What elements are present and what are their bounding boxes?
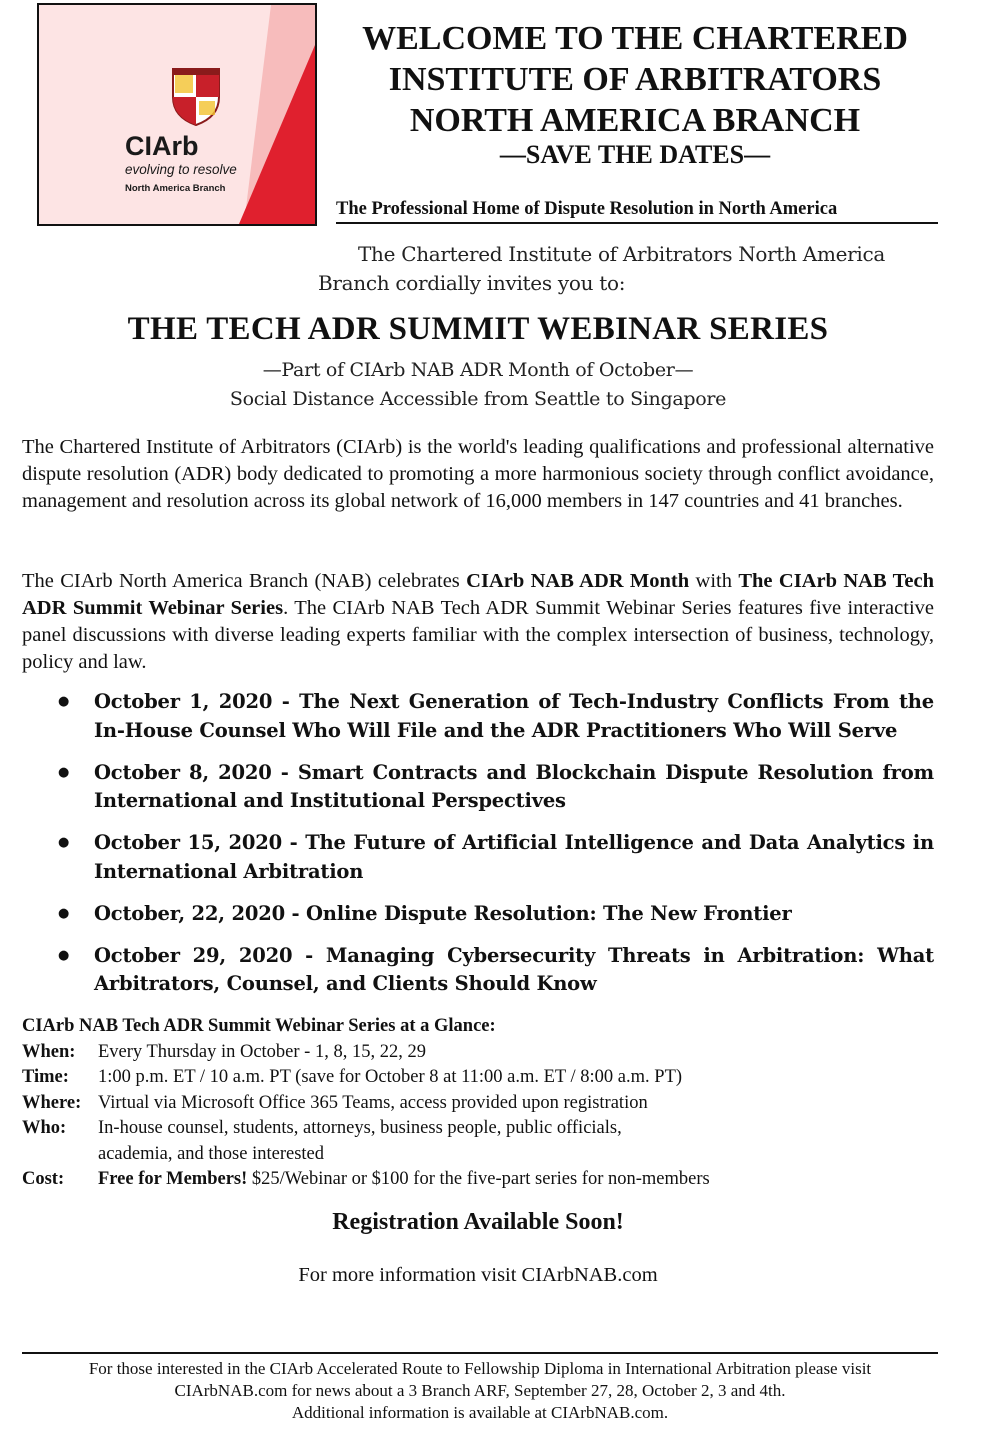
logo-name: CIArb (125, 131, 199, 161)
celebration-paragraph (22, 568, 934, 676)
where-label: Where: (22, 1092, 82, 1113)
save-the-dates: —SAVE THE DATES— (499, 140, 771, 169)
glance-cost (22, 1167, 942, 1193)
when-label: When: (22, 1041, 76, 1062)
shield-icon (171, 67, 221, 127)
glance-when (22, 1040, 942, 1066)
glance-time (22, 1065, 942, 1091)
who-value-line-2: academia, and those interested (98, 1143, 325, 1164)
title-line-2: INSTITUTE OF ARBITRATORS (388, 61, 882, 98)
footer (22, 1352, 938, 1424)
professional-home-tagline: The Professional Home of Dispute Resolution in North America (336, 199, 938, 224)
footer-line-2: CIArbNAB.com for news about a 3 Branch ARF, September 27, 28, October 2, 3 and 4th. (174, 1381, 786, 1400)
event-list (58, 688, 934, 1012)
cost-text: $25/Webinar or $100 for the five-part series for non-members (247, 1169, 710, 1189)
cost-label: Cost: (22, 1169, 65, 1189)
who-value (98, 1116, 942, 1167)
series-title: THE TECH ADR SUMMIT WEBINAR SERIES (127, 311, 829, 347)
paragraph-text-2: with (689, 570, 739, 592)
paragraph-bold-1: CIArb NAB ADR Month (466, 570, 690, 592)
more-info-text: For more information visit CIArbNAB.com (298, 1264, 658, 1286)
page-title (330, 18, 940, 141)
title-line-1: WELCOME TO THE CHARTERED (362, 20, 908, 57)
glance-title: CIArb NAB Tech ADR Summit Webinar Series at a Glance: (22, 1016, 496, 1036)
where-value: Virtual via Microsoft Office 365 Teams, access provided upon registration (98, 1092, 648, 1113)
glance-where (22, 1091, 942, 1117)
list-item: ● October 1, 2020 - The Next Generation of Tech-Industry Conflicts From the In-House Counsel Who Will File and the ADR Practitioners Who Will Serve (58, 688, 934, 745)
cost-bold: Free for Members! (98, 1169, 248, 1189)
time-label: Time: (22, 1067, 69, 1087)
invitation-text: The Chartered Institute of Arbitrators North America Branch cordially invites you to: (318, 242, 886, 295)
registration-notice: Registration Available Soon! (332, 1209, 624, 1235)
ciarb-logo (37, 3, 317, 226)
series-subtitle-2: Social Distance Accessible from Seattle to Singapore (229, 388, 727, 410)
when-value: Every Thursday in October - 1, 8, 15, 22, 29 (98, 1041, 426, 1062)
footer-line-1: For those interested in the CIArb Accelerated Route to Fellowship Diploma in International Arbitration please visit (88, 1359, 872, 1378)
list-item: ● October, 22, 2020 - Online Dispute Resolution: The New Frontier (58, 900, 934, 929)
title-line-3: NORTH AMERICA BRANCH (409, 102, 861, 139)
list-item: ● October 29, 2020 - Managing Cybersecurity Threats in Arbitration: What Arbitrators, Counsel, and Clients Should Know (58, 942, 934, 999)
logo-tagline: evolving to resolve (125, 162, 237, 177)
paragraph-text-3: . The CIArb NAB Tech ADR Summit Webinar Series features five interactive panel discussions with diverse leading experts familiar with the complex intersection of business, technology, policy and law. (22, 597, 934, 673)
who-label: Who: (22, 1118, 67, 1138)
glance-who (22, 1116, 942, 1167)
at-a-glance (22, 1014, 942, 1193)
intro-paragraph: The Chartered Institute of Arbitrators (CIArb) is the world's leading qualifications and professional alternative dispute resolution (ADR) body dedicated to promoting a more harmonious society through conflict avoidance, management and resolution across its global network of 16,000 members in 147 countries and 41 branches. (22, 436, 934, 512)
paragraph-bold-2: The CIArb NAB Tech ADR Summit Webinar Series (22, 570, 935, 619)
cost-value (98, 1167, 942, 1193)
logo-branch: North America Branch (125, 183, 226, 194)
list-item: ● October 15, 2020 - The Future of Artificial Intelligence and Data Analytics in International Arbitration (58, 829, 934, 886)
paragraph-text-1: The CIArb North America Branch (NAB) celebrates (22, 570, 467, 592)
footer-line-3: Additional information is available at CIArbNAB.com. (291, 1403, 669, 1422)
who-value-line-1: In-house counsel, students, attorneys, business people, public officials, (98, 1118, 622, 1138)
list-item: ● October 8, 2020 - Smart Contracts and Blockchain Dispute Resolution from International and Institutional Perspectives (58, 759, 934, 816)
time-value: 1:00 p.m. ET / 10 a.m. PT (save for October 8 at 11:00 a.m. ET / 8:00 a.m. PT) (98, 1067, 683, 1087)
series-subtitle (0, 356, 956, 414)
series-subtitle-1: —Part of CIArb NAB ADR Month of October— (262, 359, 694, 381)
